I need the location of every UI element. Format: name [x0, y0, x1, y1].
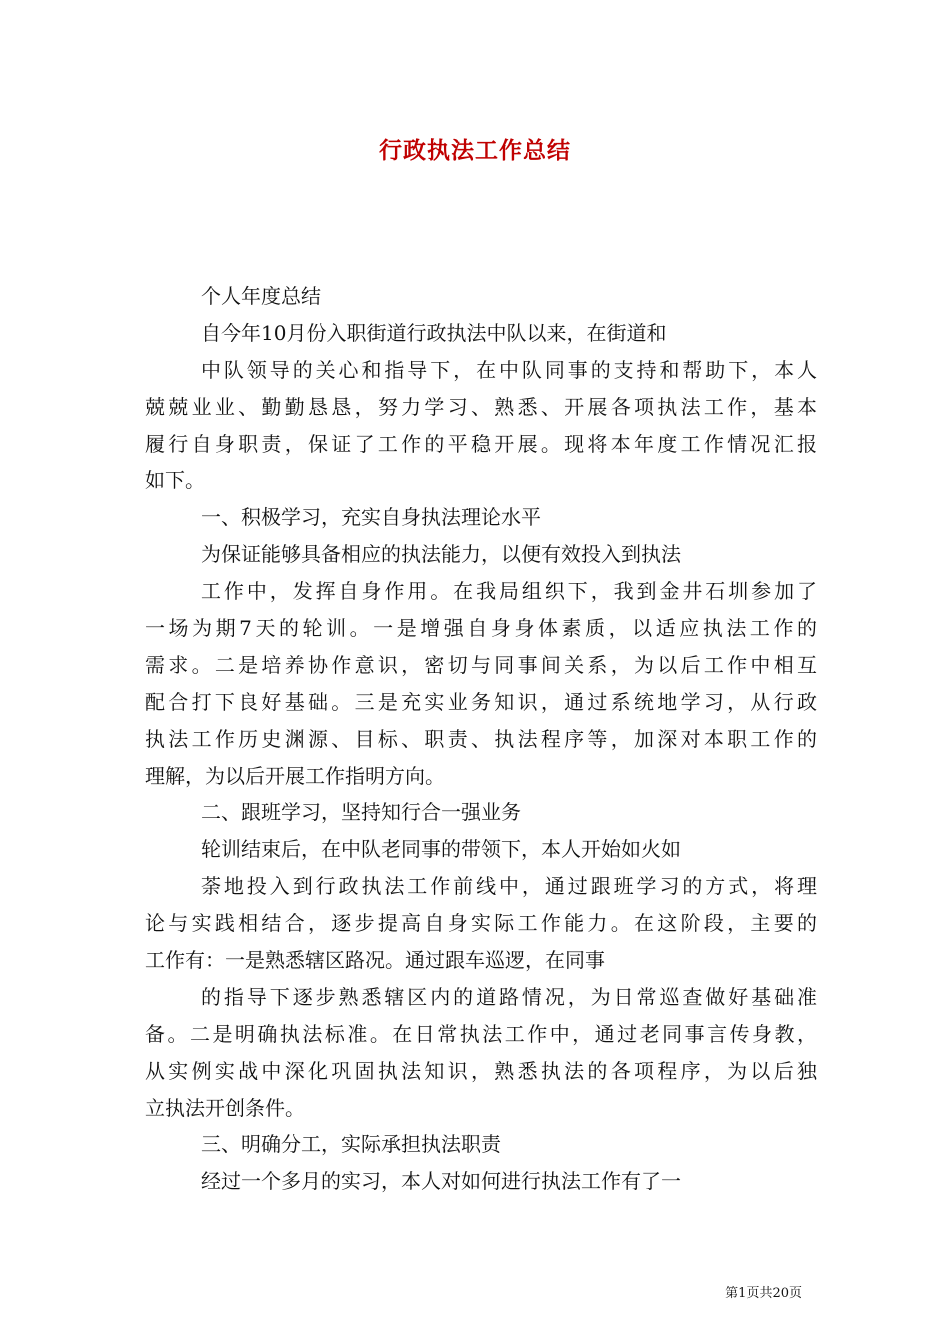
- body-line: 个人年度总结: [201, 284, 321, 308]
- body-line: 轮训结束后，在中队老同事的带领下，本人开始如火如: [201, 837, 681, 862]
- body-line: 兢兢业业、勤勤恳恳，努力学习、熟悉、开展各项执法工作，基本: [145, 394, 817, 419]
- section-heading: 三、明确分工，实际承担执法职责: [201, 1132, 501, 1157]
- body-line: 从实例实战中深化巩固执法知识，熟悉执法的各项程序，为以后独: [145, 1058, 817, 1083]
- body-line: 一场为期7天的轮训。一是增强自身身体素质，以适应执法工作的: [145, 616, 817, 641]
- page-number: 第1页共20页: [725, 1286, 802, 1301]
- body-line: 需求。二是培养协作意识，密切与同事间关系，为以后工作中相互: [145, 652, 817, 677]
- body-line: 配合打下良好基础。三是充实业务知识，通过系统地学习，从行政: [145, 689, 817, 714]
- body-line: 立执法开创条件。: [145, 1095, 305, 1120]
- body-line: 履行自身职责，保证了工作的平稳开展。现将本年度工作情况汇报: [145, 431, 817, 456]
- section-heading: 二、跟班学习，坚持知行合一强业务: [201, 800, 521, 825]
- body-line: 备。二是明确执法标准。在日常执法工作中，通过老同事言传身教，: [145, 1021, 817, 1046]
- body-line: 论与实践相结合，逐步提高自身实际工作能力。在这阶段，主要的: [145, 911, 817, 936]
- body-line: 中队领导的关心和指导下，在中队同事的支持和帮助下，本人: [201, 357, 817, 382]
- body-line: 荼地投入到行政执法工作前线中，通过跟班学习的方式，将理: [201, 874, 817, 899]
- body-line: 自今年10月份入职街道行政执法中队以来，在街道和: [201, 320, 667, 345]
- body-line: 执法工作历史渊源、目标、职责、执法程序等，加深对本职工作的: [145, 726, 817, 751]
- body-line: 经过一个多月的实习，本人对如何进行执法工作有了一: [201, 1169, 681, 1194]
- body-line: 工作有：一是熟悉辖区路况。通过跟车巡逻，在同事: [145, 948, 605, 973]
- body-line: 如下。: [145, 468, 205, 493]
- body-line: 的指导下逐步熟悉辖区内的道路情况，为日常巡查做好基础准: [201, 984, 817, 1009]
- body-line: 理解，为以后开展工作指明方向。: [145, 763, 445, 788]
- document-body: [145, 278, 817, 1200]
- section-heading: 一、积极学习，充实自身执法理论水平: [201, 505, 541, 530]
- body-line: 工作中，发挥自身作用。在我局组织下，我到金井石圳参加了: [201, 579, 817, 604]
- document-title: 行政执法工作总结: [379, 137, 571, 164]
- body-line: 为保证能够具备相应的执法能力，以便有效投入到执法: [201, 542, 681, 567]
